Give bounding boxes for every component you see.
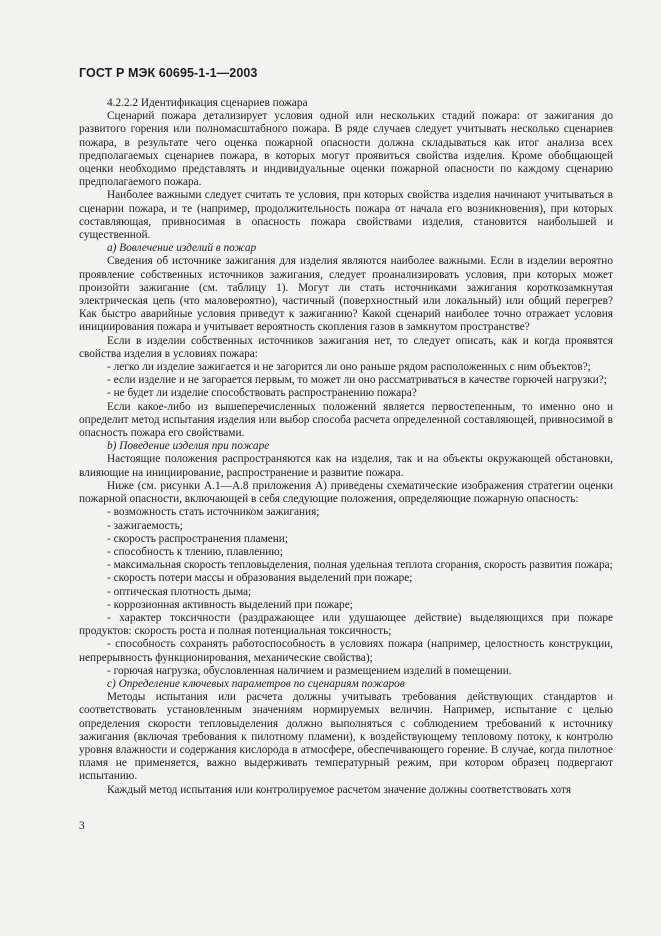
- list-item: - возможность стать источником зажигания;: [107, 506, 320, 519]
- paragraph: Ниже (см. рисунки А.1—А.8 приложения А) приведены схематические изображения стратегии оценки пожарной опасности, включающей в себя следующие положения, определяющие пожарную опасность:: [79, 479, 613, 506]
- list-item: - скорость потери массы и образования выделений при пожаре;: [107, 572, 413, 585]
- list-item: - легко ли изделие зажигается и не загорится ли оно раньше рядом расположенных с ним объектов?;: [107, 361, 591, 374]
- section-heading: 4.2.2.2 Идентификация сценариев пожара: [107, 97, 308, 109]
- list-item: - не будет ли изделие способствовать распространению пожара?: [107, 387, 417, 400]
- subheading-b: b) Поведение изделия при пожаре: [107, 440, 270, 453]
- list-item: - коррозионная активность выделений при пожаре;: [107, 598, 353, 611]
- subheading-c: с) Определение ключевых параметров по сценариям пожаров: [107, 677, 405, 690]
- document-body: [79, 97, 613, 797]
- paragraph: Сценарий пожара детализирует условия одной или нескольких стадий пожара: от зажигания до развитого горения или полномасштабного пожара. В ряде случаев следует учитывать несколько сценариев пожара, в результате чего оценка пожарной опасности должна складываться как итог анализа всех предполагаемых сценариев пожара, в которых могут проявиться свойства изделия. Кроме обобщающей оценки необходимо представлять и индивидуальные оценки пожарной опасности по каждому сценарию предполагаемого пожара.: [79, 110, 613, 189]
- page-number: 3: [79, 820, 85, 832]
- paragraph: Настоящие положения распространяются как на изделия, так и на объекты окружающей обстановки, влияющие на инициирование, распространение и развитие пожара.: [79, 453, 613, 479]
- paragraph: Сведения об источнике зажигания для изделия являются наиболее важными. Если в изделии вероятно проявление собственных источников зажигания, следует проанализировать условия, при которых может произойти зажигание (см. таблицу 1). Могут ли стать источниками зажигания короткозамкнутая электрическая цепь (что маловероятно), частичный (поверхностный или локальный) или общий перегрев? Как быстро аварийные условия приведут к зажиганию? Какой сценарий наиболее точно отражает условия инициирования пожара и учитывает вероятность скопления газов в замкнутом пространстве?: [79, 255, 613, 334]
- standard-header: ГОСТ Р МЭК 60695-1-1—2003: [79, 66, 258, 80]
- paragraph: Методы испытания или расчета должны учитывать требования действующих стандартов и соответствовать установленным значениям нормируемых величин. Например, испытание с целью определения скорости тепловыделения должно выполняться с соблюдением требований к источнику зажигания (включая требования к пилотному пламени), к воздействующему тепловому потоку, к контролю уровня влажности и содержания кислорода в атмосфере, обеспечивающего горение. В случае, когда пилотное пламя не применяется, важно выдерживать температурный режим, при котором образец подвергают испытанию.: [79, 691, 613, 783]
- list-item: - оптическая плотность дыма;: [107, 585, 252, 598]
- paragraph: Каждый метод испытания или контролируемое расчетом значение должны соответствовать хотя: [107, 783, 572, 796]
- list-item: - максимальная скорость тепловыделения, полная удельная теплота сгорания, скорость развития пожара;: [107, 559, 613, 572]
- subheading-a: а) Вовлечение изделий в пожар: [107, 242, 257, 255]
- list-item: - если изделие и не загорается первым, то может ли оно рассматриваться в качестве горючей нагрузки?;: [107, 374, 607, 387]
- list-item: - зажигаемость;: [107, 519, 183, 532]
- list-item: - скорость распространения пламени;: [107, 532, 288, 545]
- list-item: - горючая нагрузка, обусловленная наличием и размещением изделий в помещении.: [107, 664, 512, 677]
- paragraph: Если какое-либо из вышеперечисленных положений является первостепенным, то именно оно и определит метод испытания изделия или выбор способа расчета определенной составляющей, привносимой в опасность пожара его свойствами.: [79, 400, 613, 440]
- list-item: - способность сохранять работоспособность в условиях пожара (например, целостность конструкции, непрерывность функционирования, механические свойства);: [79, 638, 613, 664]
- list-item: - характер токсичности (раздражающее или удушающее действие) выделяющихся при пожаре продуктов: скорость роста и полная потенциальная токсичность;: [79, 611, 613, 638]
- paragraph: Если в изделии собственных источников зажигания нет, то следует описать, как и когда проявятся свойства изделия в условиях пожара:: [79, 334, 613, 360]
- paragraph: Наиболее важными следует считать те условия, при которых свойства изделия начинают учитываться в сценарии пожара, и те (например, продолжительность пожара от начала его возникновения), при которых составляющая, привносимая в опасность пожара свойствами изделия, становится наибольшей и существенной.: [79, 189, 613, 242]
- list-item: - способность к тлению, плавлению;: [107, 545, 283, 558]
